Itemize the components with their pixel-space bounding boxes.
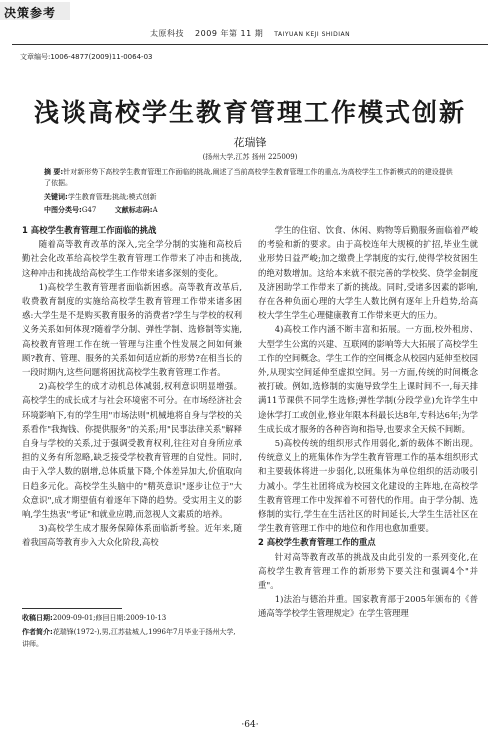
journal-name: 太原科技 — [150, 29, 184, 38]
received-label: 收稿日期: — [22, 614, 53, 622]
column-logo: 决策参考 — [4, 6, 57, 20]
journal-issue: 2009 年第 11 期 — [195, 29, 264, 38]
paragraph: 2)高校学生的成才动机总体减弱,权利意识明显增强。高校学生的成长成才与社会环境密不可分。在市场经济社会环境影响下,有的学生用"市场法则"机械地将自身与学校的关系看作"我掏钱、你提供服务"的关系;用"民事法律关系"解释自身与学校的关系,过于强调受教育权利,往往对自身所应承担的义务有所忽略,缺乏接受学校教育管理的自觉性。同时,由于入学人数的剧增,总体质量下降,个体差异加大,价值取向日趋多元化。高校学生头脑中的"精英意识"逐步让位于"大众意识",成才期望值有着逐年下降的趋势。受实用主义的影响,学生热衷"考证"和就业应聘,而忽视人文素质的培养。 — [22, 381, 242, 520]
page-number: ·64· — [241, 720, 259, 730]
left-column — [22, 223, 242, 613]
paragraph: 3)高校学生成才服务保障体系面临新考验。近年来,随着我国高等教育步入大众化阶段,高校 — [22, 523, 242, 548]
doc-code: A — [152, 206, 158, 214]
author-affiliation: (扬州大学,江苏 扬州 225009) — [202, 153, 298, 161]
right-column — [258, 223, 478, 723]
keywords: 学生教育管理;挑战;模式创新 — [67, 193, 157, 201]
journal-header — [150, 28, 358, 39]
header-rule — [12, 44, 488, 45]
paragraph: 5)高校传统的组织形式作用弱化,新的载体不断出现。传统意义上的班集体作为学生教育管理工作的基本组织形式和主要载体将进一步弱化,以班集体为单位组织的活动吸引力减小。学生社团将成为校园文化建设的主阵地,在高校学生教育管理工作中发挥着不可替代的作用。由于学分制、选修制的实行,学生在生活社区的时间延长,大学生生活社区在学生教育管理工作中的地位和作用也愈加重要。 — [258, 438, 478, 534]
doc-code-label: 文献标志码: — [114, 206, 153, 214]
clc-label: 中图分类号: — [44, 206, 82, 214]
footnote-received — [22, 612, 242, 624]
footnote-author — [22, 626, 242, 650]
column-logo-box — [0, 2, 70, 20]
journal-pinyin: TAIYUAN KEJI SHIDIAN — [274, 31, 351, 38]
paragraph: 4)高校工作内涵不断丰富和拓展。一方面,校外租房、大型学生公寓的兴建、互联网的影响等大大拓展了高校学生工作的空间概念。学生工作的空间概念从校园内延伸至校园外,从现实空间延伸至虚拟空间。另一方面,传统的时间概念被打破。例如,选修制的实施导致学生上课时间不一,每天排满11节课供不同学生选修;弹性学制(分段学业)允许学生中途休学打工或创业,修业年限本科最长达8年,专科达6年;为学生成长成才服务的各种咨询和指导,也要求全天候不间断。 — [258, 324, 478, 434]
paragraph: 随着高等教育改革的深入,完全学分制的实施和高校后勤社会化改革给高校学生教育管理工作带来了冲击和挑战,这种冲击和挑战给高校学生工作带来诸多深刻的变化。 — [22, 239, 242, 278]
paragraph: 针对高等教育改革的挑战及由此引发的一系列变化,在高校学生教育管理工作的新形势下要关注和强调4个"并重"。 — [258, 551, 478, 591]
section-2-heading: 2 高校学生教育管理工作的重点 — [258, 537, 376, 548]
keywords-line — [44, 192, 157, 202]
clc-code: G47 — [81, 206, 97, 214]
paragraph: 1)法治与德治并重。国家教育部于2005年颁布的《普通高等学校学生管理规定》在学生管理理 — [258, 594, 478, 619]
section-1-heading: 1 高校学生教育管理工作面临的挑战 — [22, 225, 157, 235]
author-name: 花瑞锋 — [233, 136, 267, 149]
abstract — [44, 167, 456, 189]
author-info-label: 作者简介: — [22, 628, 53, 636]
abstract-label: 摘 要: — [44, 168, 64, 176]
classification-line — [44, 205, 158, 215]
paragraph: 1)高校学生教育管理者面临新困惑。高等教育改革后,收费教育制度的实施给高校学生教育管理工作带来诸多困惑:大学生是不是购买教育服务的消费者?学生与学校的权利义务关系如何体现?随着学分制、弹性学制、选修制等实施,高校教育管理工作在统一管理与注重个性发展之间如何兼顾?教育、管理、服务的关系如何适应新的形势?在相当长的一段时期内,这些问题将困扰高校学生教育管理工作者。 — [22, 281, 242, 378]
paragraph: 学生的住宿、饮食、休闲、购物等后勤服务面临着严峻的考验和新的要求。由于高校连年大规模的扩招,毕业生就业形势日益严峻;加之缴费上学制度的实行,使得学校贫困生的绝对数增加。这给本来就不很完善的学校奖、贷学金制度及济困助学工作带来了新的挑战。同时,受诸多因素的影响,存在各种负面心理的大学生人数比例有逐年上升趋势,给高校大学生学生心理健康教育工作带来更大的压力。 — [258, 225, 478, 321]
article-title: 浅谈高校学生教育管理工作模式创新 — [33, 98, 466, 127]
footnote-rule — [22, 608, 122, 609]
article-number: 文章编号:1006-4877(2009)11-0064-03 — [20, 53, 153, 61]
received-dates: 2009-09-01;修回日期:2009-10-13 — [52, 614, 167, 622]
keywords-label: 关键词: — [44, 193, 68, 201]
abstract-text: 针对新形势下高校学生教育管理工作面临的挑战,阐述了当前高校学生教育管理工作的重点,为高校学生工作新模式的的建设提供了依据。 — [44, 168, 453, 187]
author-info: 花瑞锋(1972-),男,江苏盐城人,1996年7月毕业于扬州大学,讲师。 — [22, 628, 236, 648]
